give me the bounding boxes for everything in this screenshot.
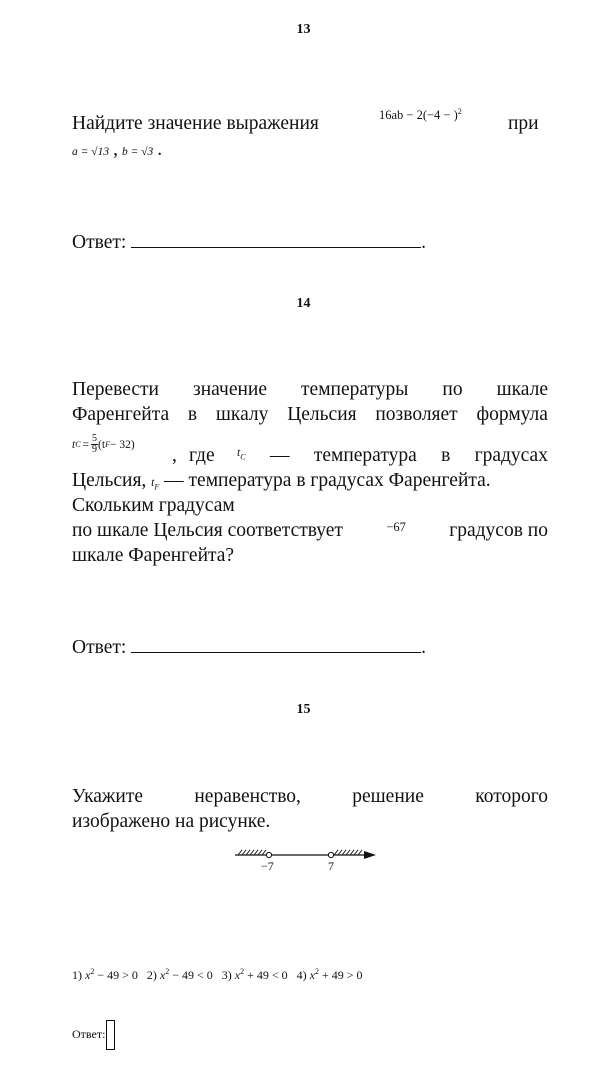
word: шкалу bbox=[215, 404, 269, 425]
word: в bbox=[441, 445, 451, 466]
task-14-number: 14 bbox=[296, 296, 311, 311]
fahrenheit-value: −67 bbox=[386, 520, 406, 534]
line-6-a: по шкале Цельсия соответствует bbox=[72, 520, 343, 541]
answer-label: Ответ: bbox=[72, 637, 127, 658]
word: в bbox=[187, 404, 198, 425]
axis-arrow bbox=[364, 851, 376, 859]
fraction-denominator: 9 bbox=[92, 444, 98, 455]
word: температура bbox=[313, 445, 417, 466]
tc-sub: C bbox=[240, 452, 246, 462]
option-4[interactable] bbox=[297, 968, 363, 982]
option-var: x bbox=[159, 968, 166, 982]
line-4-b: — температура в градусах Фаренгейта. bbox=[164, 470, 491, 491]
option-rest: + 49 > 0 bbox=[318, 968, 363, 982]
word: Укажите bbox=[72, 786, 144, 807]
formula-sub-c: C bbox=[75, 440, 81, 449]
formula-paren: (t bbox=[98, 438, 106, 451]
word: значение bbox=[193, 379, 268, 400]
word: Перевести bbox=[72, 379, 159, 400]
condition-b: b = √3 bbox=[121, 146, 154, 158]
answer-label: Ответ: bbox=[72, 1026, 106, 1041]
task-14-line-6 bbox=[72, 519, 548, 544]
task-14-line-1 bbox=[72, 378, 548, 401]
task-14-answer bbox=[72, 635, 426, 659]
word: неравенство, bbox=[194, 786, 301, 807]
task-13-lead: Найдите значение выражения bbox=[72, 113, 319, 134]
option-pow: 2 bbox=[314, 967, 319, 976]
tf-sub: F bbox=[154, 482, 160, 492]
option-number: 3) bbox=[221, 968, 232, 982]
point-left-open bbox=[266, 852, 271, 857]
answer-label: Ответ: bbox=[72, 232, 127, 253]
word: формула bbox=[476, 404, 548, 425]
word: градусах bbox=[474, 445, 548, 466]
option-rest: − 49 < 0 bbox=[169, 968, 213, 982]
task-14-gde: где bbox=[189, 445, 215, 466]
tf-symbol bbox=[151, 477, 160, 492]
option-number: 4) bbox=[296, 968, 307, 982]
tf-t: t bbox=[151, 477, 155, 489]
word: — bbox=[270, 445, 290, 466]
option-number: 1) bbox=[72, 968, 82, 982]
task-13-answer bbox=[72, 230, 426, 254]
answer-blank[interactable] bbox=[131, 230, 421, 248]
task-13-conditions bbox=[72, 138, 162, 161]
task-14-comma: , bbox=[172, 445, 177, 466]
task-13-tail: при bbox=[508, 113, 539, 134]
option-pow: 2 bbox=[90, 967, 95, 976]
option-2[interactable] bbox=[147, 968, 213, 982]
condition-a: a = √13 bbox=[72, 146, 110, 158]
fraction-numerator: 5 bbox=[92, 433, 98, 444]
tick-label-right: 7 bbox=[328, 859, 334, 873]
option-pow: 2 bbox=[165, 967, 170, 976]
expression-main: 16ab − 2(−4 − ) bbox=[379, 108, 458, 122]
formula-eq: = bbox=[82, 438, 90, 451]
word: Фаренгейта bbox=[72, 404, 170, 425]
option-1[interactable] bbox=[72, 968, 138, 982]
point-right-open bbox=[328, 852, 333, 857]
option-pow: 2 bbox=[240, 967, 245, 976]
word: позволяет bbox=[375, 404, 458, 425]
option-3[interactable] bbox=[222, 968, 288, 982]
option-rest: + 49 < 0 bbox=[244, 968, 288, 982]
task-13-number: 13 bbox=[296, 22, 311, 37]
word: шкале bbox=[496, 379, 548, 400]
task-15-number: 15 bbox=[296, 702, 311, 717]
answer-end: . bbox=[421, 637, 427, 658]
formula-t: t bbox=[72, 438, 76, 451]
task-14-line-2 bbox=[72, 403, 548, 426]
option-rest: − 49 > 0 bbox=[94, 968, 138, 982]
option-var: x bbox=[85, 968, 91, 982]
task-13-expression bbox=[379, 108, 462, 123]
condition-dot: . bbox=[157, 139, 163, 160]
tc-t: t bbox=[237, 447, 241, 459]
answer-end: . bbox=[421, 232, 427, 253]
task-15-line-2: изображено на рисунке. bbox=[72, 811, 271, 832]
tick-label-left: −7 bbox=[261, 859, 274, 873]
tc-symbol bbox=[237, 447, 246, 461]
task-14-line-3-rest bbox=[270, 444, 548, 467]
word: по bbox=[442, 379, 463, 400]
answer-blank[interactable] bbox=[131, 635, 421, 653]
word: температуры bbox=[301, 379, 409, 400]
line-6-b: градусов по bbox=[449, 520, 548, 541]
number-line-figure bbox=[230, 843, 380, 877]
formula-tail: − 32) bbox=[109, 438, 135, 451]
task-15-answer bbox=[72, 1020, 115, 1050]
word: Цельсия bbox=[287, 404, 357, 425]
word: которого bbox=[475, 786, 548, 807]
formula-sub-f: F bbox=[105, 440, 110, 449]
left-hatching bbox=[238, 850, 266, 855]
answer-options bbox=[72, 968, 363, 983]
task-14-line-5: Скольким градусам bbox=[72, 495, 235, 516]
line-4-a: Цельсия, bbox=[72, 470, 147, 491]
option-var: x bbox=[309, 968, 315, 982]
option-var: x bbox=[234, 968, 241, 982]
formula-fraction bbox=[91, 434, 98, 455]
condition-sep: , bbox=[113, 139, 118, 160]
answer-box[interactable] bbox=[106, 1020, 115, 1050]
task-15-line-1 bbox=[72, 785, 548, 808]
word: решение bbox=[352, 786, 424, 807]
celsius-formula bbox=[72, 434, 135, 455]
expression-power: 2 bbox=[457, 106, 462, 116]
right-hatching bbox=[334, 850, 362, 855]
task-14-line-7: шкале Фаренгейта? bbox=[72, 545, 235, 566]
option-number: 2) bbox=[146, 968, 157, 982]
